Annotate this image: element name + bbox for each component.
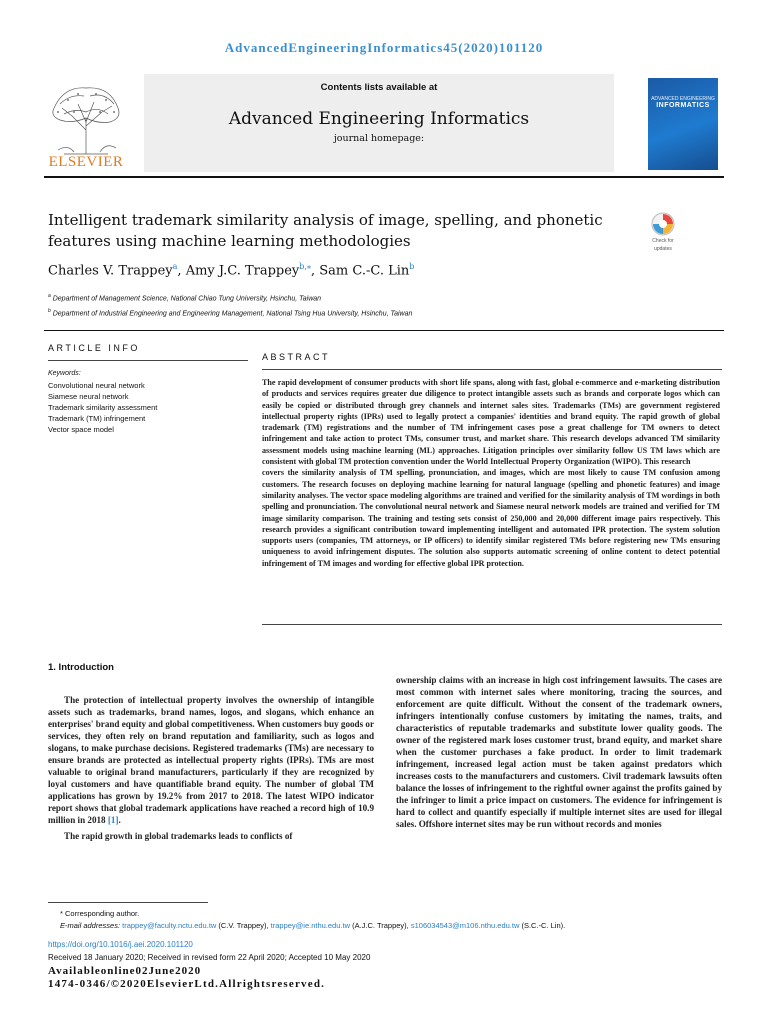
keyword-item: Convolutional neural network	[48, 381, 145, 390]
abstract-heading: ABSTRACT	[262, 352, 331, 362]
abstract-end-divider	[262, 624, 722, 625]
copyright-notice: 1474-0346/©2020ElsevierLtd.Allrightsreserved.	[48, 978, 326, 990]
citation-link[interactable]: [1]	[107, 815, 119, 825]
paper-title-line-2: features using machine learning methodologies	[48, 232, 411, 250]
header-divider	[44, 176, 724, 178]
abstract-body	[262, 377, 720, 569]
received-dates: Received 18 January 2020; Received in revised form 22 April 2020; Accepted 10 May 2020	[48, 953, 371, 962]
article-info-heading: ARTICLE INFO	[48, 343, 140, 353]
keywords-label: Keywords:	[48, 370, 81, 377]
affiliation-item	[48, 290, 412, 305]
author-list	[48, 262, 414, 278]
journal-homepage: journal homepage:	[333, 133, 425, 144]
affiliation-list	[48, 290, 412, 321]
affiliation-text: Department of Management Science, National Chiao Tung University, Hsinchu, Taiwan	[52, 295, 322, 303]
crossmark-icon	[651, 212, 675, 236]
affiliation-marker: b	[48, 308, 51, 315]
paper-title	[48, 210, 628, 252]
affiliation-marker: a	[48, 293, 51, 299]
keyword-item: Trademark similarity assessment	[48, 403, 158, 412]
body-column-right	[396, 674, 722, 830]
email-addresses	[48, 920, 565, 932]
footnote-divider	[48, 902, 208, 903]
author-separator: ,	[310, 263, 320, 279]
paragraph-text: The protection of intellectual property involves the ownership of intangible assets such as trademarks, brand names, logos, and slogans, which enhance an enterprises' brand equity and global competitiveness. When customers buy goods or services, they often rely on brand reputation and familiarity, such as logos and slogans, to make purchase decisions. Registered trademarks (TMs) are necessary to ensure brands are protected as intellectual property rights (IPRs). TMs are most valuable to original brand manufacturers, particularly if they are recognized by loyal customers and have quantifiable brand equity. The number of global TM applications has grown by 19.2% from 2017 to 2018. The latest WIPO indicator report shows that global trademark applications have reached a record high of 10.9 million in 2018	[48, 695, 374, 825]
keywords-list	[48, 380, 157, 435]
author-affiliation-marker[interactable]: a	[172, 262, 178, 271]
cover-line-1: ADVANCED ENGINEERING	[651, 96, 715, 102]
journal-reference: AdvancedEngineeringInformatics45(2020)101120	[224, 40, 544, 55]
email-link[interactable]: trappey@faculty.nctu.edu.tw	[122, 921, 217, 930]
contents-line: Contents lists available at	[320, 82, 438, 93]
available-online-date: Availableonline02June2020	[48, 965, 202, 977]
author-separator: ,	[177, 263, 186, 279]
keyword-item: Trademark (TM) infringement	[48, 414, 146, 423]
abstract-paragraph: The rapid development of consumer products with short life spans, along with fast, global e-commerce and e-marketing distribution of products and services requires greater due diligence to protect intangible assets such as brands and corporate logos which can easily be copied or distributed through grey channels and internet sales sites. Trademarks (TMs) are government registered intellectual property rights (IPRs) used to legally protect a companies' identities and brand equity. The rapid growth of global trademark (TM) registrations and the number of TM infringement cases pose a great challenge for TM owners to detect infringement and take action to protect TMs, consumer trust, and market share. This research develops advanced TM similarity assessment models using machine learning (ML) approaches. Litigation principles over similarity follow US TM laws which are consistent with global TM protection convention under the World Intellectual Property Organization (WIPO). This research	[262, 378, 720, 467]
abstract-divider	[262, 369, 722, 370]
body-paragraph: ownership claims with an increase in high cost infringement lawsuits. The cases are most common with internet sales where monitoring, tracing the sources, and enforcement are quite difficult. Without the consent of the trademark owners, infringers intentionally confuse customers by imitating the names, traits, and characteristics of reputable trademarks and substitute lower quality goods. The owner of the registered mark loses customer trust, brand equity, and market share when the customer purchases a fake product. In order to limit trademark infringement, increased legal action must be taken against predators which increases costs to the manufacturers and customers. Civil trademark lawsuits often balance the losses of infringement to the rightful owner against the profits gained by the infringer to limit a price impact on customers. The evidence for infringement is hard to collect and quantify especially if multiple internet sites are used for illegal sales. Offshore internet sites may be run without records and monies	[396, 675, 722, 829]
paragraph-end: .	[118, 815, 121, 825]
author-affiliation-marker[interactable]: b,⁎	[299, 262, 311, 271]
doi-link[interactable]: https://doi.org/10.1016/j.aei.2020.101120	[48, 940, 193, 949]
crossmark-label-1: Check for	[652, 238, 674, 244]
author-name[interactable]: Amy J.C. Trappey	[185, 263, 300, 279]
crossmark-label-2: updates	[654, 246, 672, 252]
email-owner: (A.J.C. Trappey),	[350, 921, 411, 930]
body-paragraph	[48, 694, 374, 826]
journal-title: Advanced Engineering Informatics	[228, 109, 530, 129]
author-name[interactable]: Sam C.-C. Lin	[319, 263, 410, 279]
keyword-item: Siamese neural network	[48, 392, 129, 401]
keyword-item: Vector space model	[48, 425, 114, 434]
corresponding-author-note: * Corresponding author.	[60, 909, 140, 918]
author-affiliation-marker[interactable]: b	[409, 262, 415, 271]
journal-masthead	[44, 74, 722, 174]
affiliation-item	[48, 305, 412, 320]
email-owner: (S.C.-C. Lin).	[519, 921, 566, 930]
check-for-updates-badge[interactable]	[644, 212, 682, 258]
email-link[interactable]: s106034543@m106.nthu.edu.tw	[410, 921, 520, 930]
section-divider	[44, 330, 724, 331]
masthead-banner	[144, 74, 614, 172]
affiliation-text: Department of Industrial Engineering and Engineering Management, National Tsing Hua University, Hsinchu, Taiwan	[52, 310, 413, 318]
email-label: E-mail addresses:	[60, 921, 121, 930]
journal-cover-image	[648, 78, 718, 170]
section-heading: 1. Introduction	[48, 662, 114, 673]
publisher-name: ELSEVIER	[48, 154, 124, 170]
body-column-left	[48, 662, 374, 846]
cover-line-2: INFORMATICS	[656, 102, 710, 109]
author-name[interactable]: Charles V. Trappey	[48, 263, 173, 279]
article-info-divider	[48, 360, 248, 361]
abstract-paragraph: covers the similarity analysis of TM spelling, pronunciation, and images, which are most likely to cause TM confusion among customers. The research focuses on deploying machine learning for natural language (spelling and phonetic features) and image similarity analyses. The vector space modeling algorithms are trained and verified for the similarity analysis of TM wordings in both spelling and pronunciation. The convolutional neural network and Siamese neural network models are trained and verified for TM image similarity comparison. The training and testing sets consist of 250,000 and 20,000 different image pairs respectively. This research provides a significant contribution toward implementing intelligent and automated IPR protection. The system solution supports users (companies, TM attorneys, or IP officers) to identify similar registered TMs before registering new TMs ensuring uniqueness to avoid infringement disputes. The solution also supports automatic screening of online content to detect potential infringement of TM images and wording for effective global IPR protection.	[262, 468, 720, 568]
email-link[interactable]: trappey@ie.nthu.edu.tw	[270, 921, 350, 930]
body-paragraph: The rapid growth in global trademarks leads to conflicts of	[64, 831, 293, 841]
footnote	[48, 908, 565, 932]
paper-title-line-1: Intelligent trademark similarity analysis of image, spelling, and phonetic	[48, 211, 603, 229]
email-owner: (C.V. Trappey),	[216, 921, 271, 930]
